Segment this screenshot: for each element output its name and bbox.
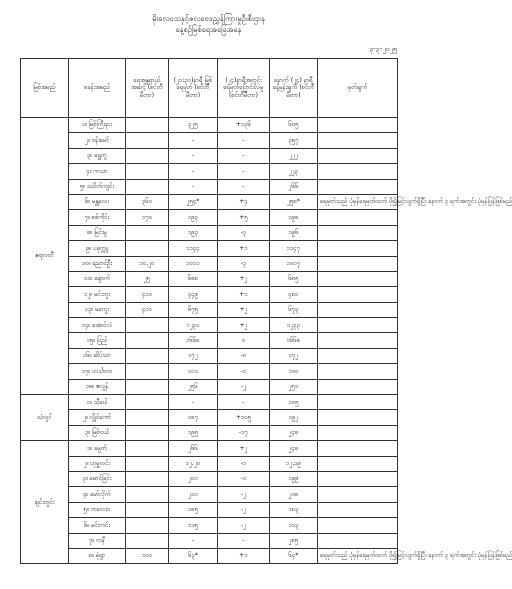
header-river: မြစ်အမည် [21, 59, 69, 118]
table-row [21, 164, 398, 179]
water-level: ၁၁၄၄ [169, 241, 218, 256]
station-name: ၁၆။ ဆိပ်သာ [69, 348, 126, 363]
remark [318, 118, 398, 133]
level-change: +၂ [218, 271, 270, 286]
water-level: ၃၂၅ [169, 118, 218, 133]
danger-level [126, 518, 169, 533]
forecast-level: ၁၉၉ [270, 471, 318, 486]
forecast-level: ၂၅၁ [270, 379, 318, 394]
header-forecast: နောက် (၂၄) နာရီ ခန့်မှန်းချက် (စင်တီမီတာ) [270, 59, 318, 118]
remark [318, 302, 398, 317]
forecast-level: ၆၈၅ [270, 271, 318, 286]
danger-level [126, 241, 169, 256]
water-level: ၂၆၆ [169, 441, 218, 456]
water-level: ၄၄၉ [169, 287, 218, 302]
table-row [21, 302, 398, 317]
water-level: - [169, 148, 218, 163]
station-name: ၆။ မင်းကင်း [69, 518, 126, 533]
station-name: ၁၁။ ချောက် [69, 271, 126, 286]
header-station: စခန်းအမည် [69, 59, 126, 118]
level-change: +၂ [218, 318, 270, 333]
danger-level [126, 164, 169, 179]
table-row [21, 179, 398, 194]
forecast-level: ၂၂၃ [270, 164, 318, 179]
danger-level [126, 133, 169, 148]
forecast-level: ၂၆၆ [270, 179, 318, 194]
danger-level [126, 364, 169, 379]
water-level: ၁၈၇ [169, 410, 218, 425]
remark [318, 318, 398, 333]
forecast-level: ၂၂၂ [270, 148, 318, 163]
danger-level [126, 348, 169, 363]
header-water-level: (၂၁:၃၀)နာရီ မြစ်ရေမှတ် (စင်တီမီတာ) [169, 59, 218, 118]
water-level: ၁၉၃ [169, 225, 218, 240]
remark [318, 179, 398, 194]
forecast-level: ၆၄* [270, 548, 318, 563]
river-name: ဧရာဝတီ [21, 118, 69, 395]
danger-level [126, 148, 169, 163]
forecast-level: ၁၀၀၇ [270, 256, 318, 271]
level-change: +၄ [218, 194, 270, 209]
danger-level [126, 410, 169, 425]
danger-level [126, 456, 169, 471]
forecast-level: ၁၈၃ [270, 502, 318, 517]
remark [318, 410, 398, 425]
station-name: ၂။ ဟုမ္မလင်း [69, 456, 126, 471]
danger-level [126, 225, 169, 240]
forecast-level: ၁၀၅ [270, 395, 318, 410]
water-level: ၆၇၅ [169, 302, 218, 317]
water-level: - [169, 133, 218, 148]
station-name: ၂။ လွိုင်ကော် [69, 410, 126, 425]
table-row [21, 133, 398, 148]
level-change: -၁၇ [218, 425, 270, 440]
remark: ရေမှတ်သည် ပုံမှန်ရေမှတ်ထက် ပို၍မြင့်လျက်ရှိပြီး နောက် ၃ ရက်အတွင်း ပုံမှန်ပြန်ဖြစ်မည် [318, 194, 398, 209]
remark [318, 518, 398, 533]
table-row [21, 487, 398, 502]
table-row [21, 518, 398, 533]
forecast-level: ၂၈၅ [270, 533, 318, 548]
station-name: ၅။ သပိတ်ကျင်း [69, 179, 126, 194]
station-name: ၈။ မြင်းမူ [69, 225, 126, 240]
station-name: ၇။ ကနီ [69, 533, 126, 548]
remark [318, 133, 398, 148]
station-name: ၁၃။ မကွေး [69, 302, 126, 317]
remark [318, 225, 398, 240]
forecast-level: ၂၄၈ [270, 441, 318, 456]
remark [318, 364, 398, 379]
water-level: ၁၈၅ [169, 502, 218, 517]
forecast-level: ၁၁၃ [270, 518, 318, 533]
table-row [21, 241, 398, 256]
station-name: ၅။ ကလေးဝ [69, 502, 126, 517]
level-change: +၁၀၅ [218, 410, 270, 425]
level-change: +၁ [218, 548, 270, 563]
table-row [21, 271, 398, 286]
station-name: ၃။ မြစ်ငယ် [69, 425, 126, 440]
water-level: ၁၁၅ [169, 518, 218, 533]
danger-level [126, 441, 169, 456]
danger-level [126, 502, 169, 517]
forecast-level: ၂၀၈ [270, 487, 318, 502]
bulletin-date: ၃-၃-၂၀၂၅ [369, 45, 397, 53]
water-level: - [169, 533, 218, 548]
remark [318, 395, 398, 410]
table-row [21, 225, 398, 240]
level-change: -၁ [218, 471, 270, 486]
remark [318, 471, 398, 486]
remark [318, 348, 398, 363]
water-level: ၂၅၆ [169, 379, 218, 394]
danger-level [126, 425, 169, 440]
danger-level [126, 395, 169, 410]
header-danger-level: ရေအန္တရာယ် အဆင့် (စင်တီမီတာ) [126, 59, 169, 118]
water-level: ၁၇၂ [169, 348, 218, 363]
danger-level [126, 118, 169, 133]
forecast-level: ၄၈၀ [270, 287, 318, 302]
danger-level [126, 487, 169, 502]
water-level: ၁၆၆၈ [169, 333, 218, 348]
table-row [21, 548, 398, 563]
river-level-table [20, 58, 512, 564]
danger-level: ၁၀၀ [126, 548, 169, 563]
danger-level [126, 333, 169, 348]
level-change: - [218, 533, 270, 548]
station-name: ၃။ ရွှေကူ [69, 148, 126, 163]
level-change: +၁ [218, 241, 270, 256]
table-row [21, 502, 398, 517]
station-name: ၁၀။ ညောင်ဦး [69, 256, 126, 271]
station-name: ၁။ ခမ္ပတ် [69, 441, 126, 456]
forecast-level: ၁၉၂ [270, 410, 318, 425]
station-name: ၉။ ပခုက္ကူ [69, 241, 126, 256]
table-row [21, 425, 398, 440]
water-level: ၂၀၀ [169, 471, 218, 486]
water-level: - [169, 395, 218, 410]
table-row [21, 210, 398, 225]
station-name: ၁၈။ ဇလွန် [69, 379, 126, 394]
department-title: မိုးလေဝသနှင့်ဇလဗေဒညွှန်ကြားမှုဦးစီးဌာန [152, 14, 265, 23]
level-change: -၃ [218, 225, 270, 240]
remark [318, 241, 398, 256]
remark [318, 441, 398, 456]
remark [318, 502, 398, 517]
level-change: - [218, 395, 270, 410]
station-name: ၃။ မောင်ခြင်း [69, 471, 126, 486]
table-row [21, 256, 398, 271]
level-change: ၀ [218, 333, 270, 348]
danger-level: ၁၀,၂၀ [126, 256, 169, 271]
station-name: ၇။ စစ်ကိုင်း [69, 210, 126, 225]
table-body [21, 118, 512, 564]
level-change: - [218, 179, 270, 194]
forecast-level: ၃၅၇ [270, 133, 318, 148]
remark [318, 287, 398, 302]
water-level: ၁၀၁၁ [169, 256, 218, 271]
danger-level: ၂၅ [126, 271, 169, 286]
level-change: +၅ [218, 210, 270, 225]
forecast-level: ၆၇၃ [270, 302, 318, 317]
level-change: +၂ [218, 441, 270, 456]
table-row [21, 318, 398, 333]
station-name: ၁၇။ ဟင်္သာတ [69, 364, 126, 379]
table-header-row [21, 59, 398, 118]
danger-level [126, 471, 169, 486]
remark [318, 379, 398, 394]
level-change: +၂ [218, 302, 270, 317]
level-change: +၁ [218, 287, 270, 302]
level-change: - [218, 164, 270, 179]
forecast-level: ၁၇၂ [270, 348, 318, 363]
level-change: -၁ [218, 364, 270, 379]
station-name: ၁။ မြစ်ကြီးနား [69, 118, 126, 133]
river-name: ချင်းတွင်း [21, 441, 69, 564]
level-change: - [218, 133, 270, 148]
station-name: ၁။ သီပေါ [69, 395, 126, 410]
forecast-level: ၁၀၀ [270, 364, 318, 379]
remark [318, 271, 398, 286]
station-name: ၈။ မုံရွာ [69, 548, 126, 563]
station-name: ၁၂။ မင်းဘူး [69, 287, 126, 302]
header-24h-change: (၂၄)နာရီအတွင်း ရေမှတ်ပြောင်းလဲမှု (စင်တီမီတာ) [218, 59, 270, 118]
table-row [21, 194, 398, 209]
water-level: ၁၉၅ [169, 425, 218, 440]
danger-level [126, 179, 169, 194]
table-row [21, 333, 398, 348]
remark [318, 148, 398, 163]
forecast-level: ၁၆၆၈ [270, 333, 318, 348]
danger-level [126, 379, 169, 394]
station-name: ၁၅။ ပြည် [69, 333, 126, 348]
water-level: - [169, 164, 218, 179]
danger-level: ၁၇၀ [126, 210, 169, 225]
danger-level: ၃၆၀ [126, 194, 169, 209]
forecast-level: ၂၅၈* [270, 194, 318, 209]
remark [318, 164, 398, 179]
table-row [21, 410, 398, 425]
forecast-level: ၂၄၈ [270, 425, 318, 440]
remark [318, 533, 398, 548]
station-name: ၄။ ကသာ [69, 164, 126, 179]
water-level: ၁၂,၂၀ [169, 456, 218, 471]
table-row [21, 364, 398, 379]
remark [318, 210, 398, 225]
water-level: ၁၀၁ [169, 364, 218, 379]
forecast-level: ၁၉၈ [270, 210, 318, 225]
table-row [21, 348, 398, 363]
level-change: -၁ [218, 456, 270, 471]
forecast-level: ၁၉၆ [270, 225, 318, 240]
water-level: ၆၃* [169, 548, 218, 563]
table-row [21, 533, 398, 548]
remark [318, 333, 398, 348]
forecast-level: ၆၀၅ [270, 118, 318, 133]
table-row [21, 379, 398, 394]
table-row [21, 395, 398, 410]
level-change: -၃ [218, 256, 270, 271]
water-level: - [169, 179, 218, 194]
level-change: -၂ [218, 379, 270, 394]
danger-level: ၄၁၀ [126, 287, 169, 302]
remark [318, 425, 398, 440]
bulletin-title: နေ့စဉ်မြစ်ရေအခြေအနေ [175, 25, 242, 34]
forecast-level: ၁၁၄၇ [270, 241, 318, 256]
level-change: -၂ [218, 487, 270, 502]
table-row [21, 148, 398, 163]
water-level: ၁၉၃ [169, 210, 218, 225]
danger-level [126, 318, 169, 333]
danger-level: ၄၁၀ [126, 302, 169, 317]
river-name: သံလွင် [21, 395, 69, 441]
remark [318, 456, 398, 471]
station-name: ၄။ မော်လိုက် [69, 487, 126, 502]
remark: ရေမှတ်သည် ပုံမှန်ရေမှတ်ထက် ပို၍မြင့်လျက်ရှိပြီး နောက် ၃ ရက်အတွင်း ပုံမှန်ပြန်ဖြစ်မည် [318, 548, 398, 563]
level-change: -၀ [218, 348, 270, 363]
header-remarks: မှတ်ချက် [318, 59, 398, 118]
table-row [21, 287, 398, 302]
level-change: -၂ [218, 502, 270, 517]
water-level: ၂၅၄* [169, 194, 218, 209]
table-row [21, 118, 398, 133]
level-change: - [218, 148, 270, 163]
table-row [21, 471, 398, 486]
water-level: ၁၂၃၁ [169, 318, 218, 333]
table-row [21, 456, 398, 471]
station-name: ၂။ ဗန်းမော် [69, 133, 126, 148]
remark [318, 256, 398, 271]
level-change: +၁၃၆ [218, 118, 270, 133]
forecast-level: ၁၂,၁၉ [270, 456, 318, 471]
table-row [21, 441, 398, 456]
remark [318, 487, 398, 502]
level-change: -၂ [218, 518, 270, 533]
station-name: ၆။ မန္တလေး [69, 194, 126, 209]
forecast-level: ၁၂၃၃ [270, 318, 318, 333]
station-name: ၁၄။ အောင်လံ [69, 318, 126, 333]
water-level: ၂၁၀ [169, 487, 218, 502]
danger-level [126, 533, 169, 548]
water-level: ၆၈၈ [169, 271, 218, 286]
